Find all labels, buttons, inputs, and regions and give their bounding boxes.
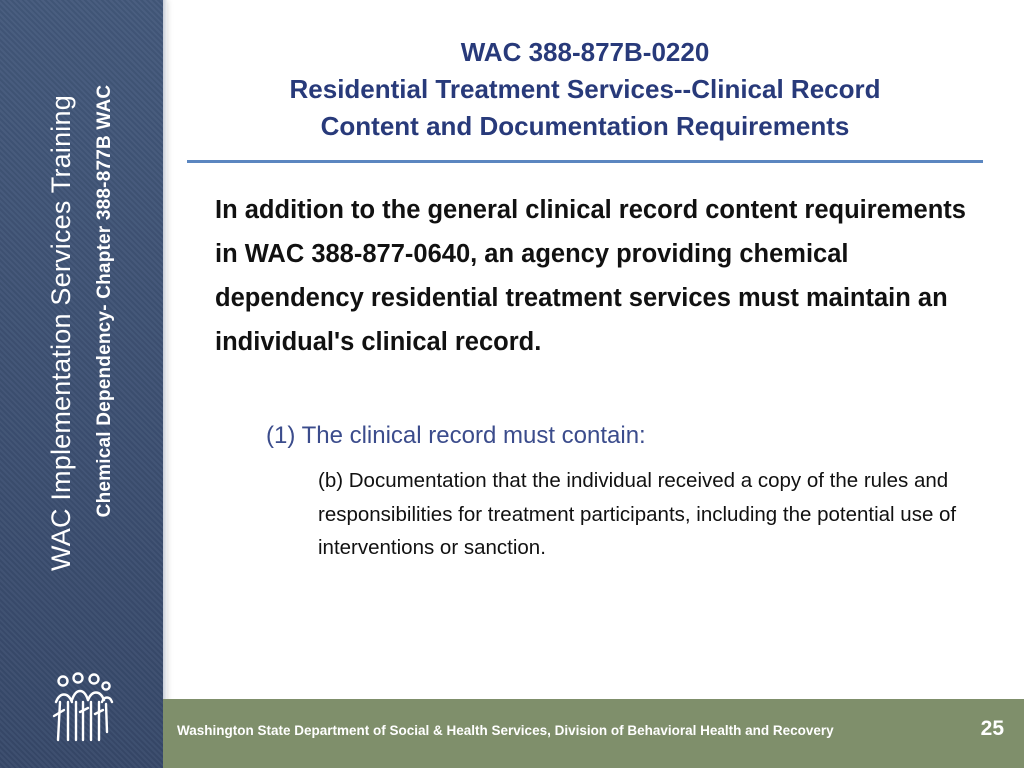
family-figures-logo-icon [50,672,114,742]
sub-bullet-level-2: (1) The clinical record must contain: [266,422,646,449]
sidebar-panel [0,0,163,768]
sidebar-edge [163,0,167,700]
sidebar-title: WAC Implementation Services Training [46,95,76,571]
slide-title-line-2: Residential Treatment Services--Clinical Record [289,74,881,104]
slide-title [187,34,983,145]
sidebar-subtitle: Chemical Dependency- Chapter 388-877B WAC [94,84,115,518]
slide-title-line-1: WAC 388-877B-0220 [460,37,710,67]
page-number: 25 [980,717,1004,740]
footer-text: Washington State Department of Social & Health Services, Division of Behavioral Health and Recovery [177,723,834,738]
sub-bullet-level-3: (b) Documentation that the individual received a copy of the rules and responsibilities for treatment participants, including the potential use of interventions or sanction. [318,469,957,559]
footer-bar [163,699,1024,768]
body-paragraph: In addition to the general clinical record content requirements in WAC 388-877-0640, an agency providing chemical dependency residential treatment services must maintain an individual's clinical record. [215,196,966,356]
slide-title-line-3: Content and Documentation Requirements [320,111,850,141]
title-divider [187,160,983,163]
